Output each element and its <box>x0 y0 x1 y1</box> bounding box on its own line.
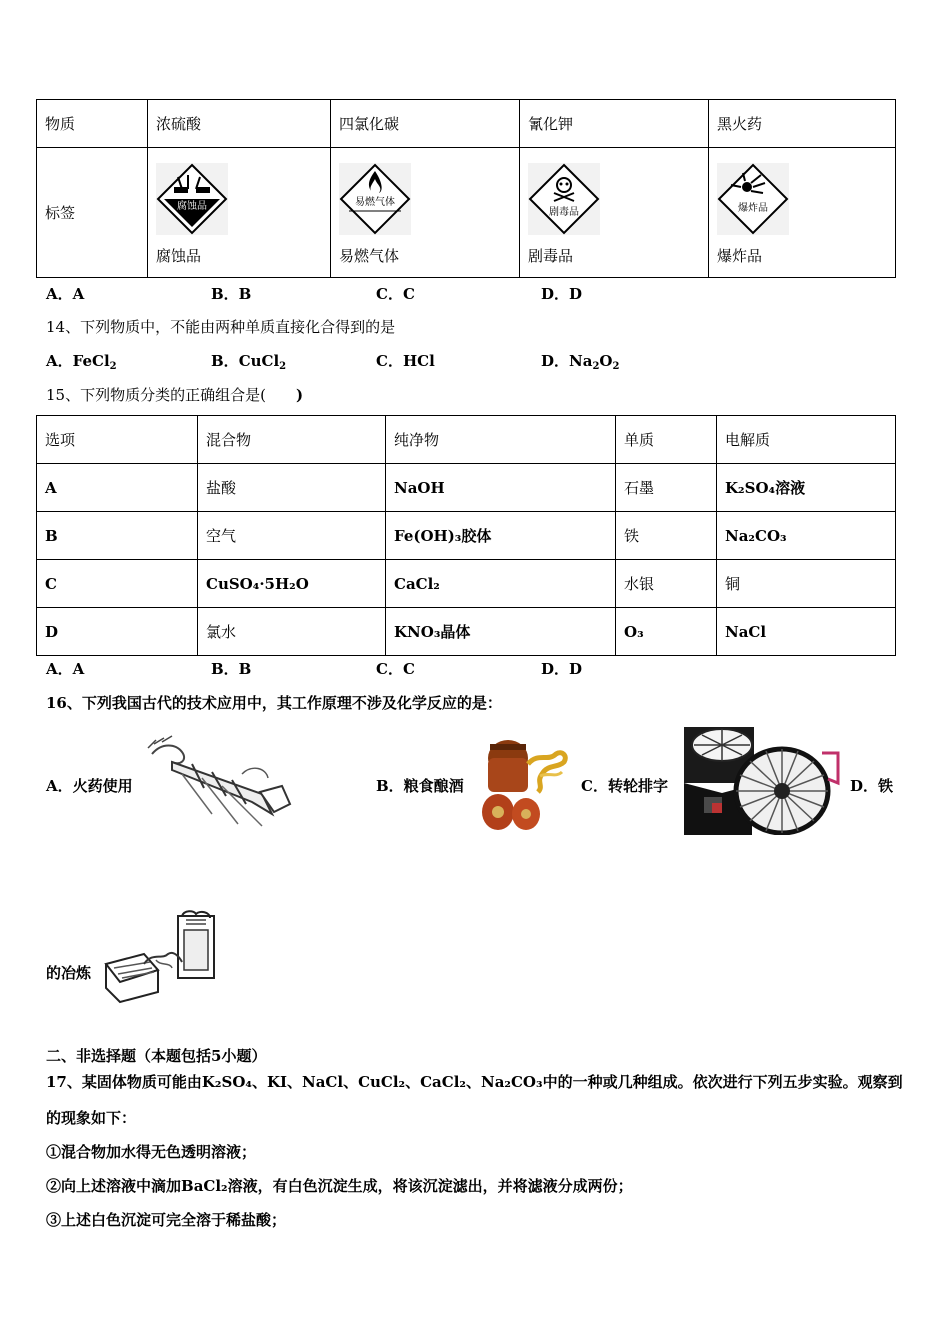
q14-option-sub: 2 <box>109 361 117 372</box>
q15-cell: CaCl₂ <box>386 560 616 608</box>
label-caption: 爆炸品 <box>717 247 763 265</box>
q16-option-b[interactable]: B．粮食酿酒 <box>376 777 464 795</box>
q15-header-cell: 选项 <box>37 416 198 464</box>
q17-step3: ③上述白色沉淀可完全溶于稀盐酸； <box>46 1211 287 1229</box>
q17-line2: 的现象如下： <box>46 1109 137 1127</box>
corrosive-label-icon <box>156 163 228 235</box>
q15-cell: Fe(OH)₃胶体 <box>386 512 616 560</box>
q15-cell: KNO₃晶体 <box>386 608 616 656</box>
q13-option-c[interactable]: C．C <box>376 285 415 303</box>
q15-cell: O₃ <box>616 608 717 656</box>
q14-option-prefix: B． <box>211 352 239 370</box>
table-row <box>37 512 896 560</box>
q15-cell: D <box>37 608 198 656</box>
q15-option-b[interactable]: B．B <box>211 660 252 678</box>
q15-stem-text: 15、下列物质分类的正确组合是( <box>46 386 266 404</box>
q17-line1-start: 17、某固体物质可能由 <box>46 1073 202 1091</box>
q14-option-c[interactable] <box>376 350 435 371</box>
q15-cell: 盐酸 <box>198 464 386 512</box>
q14-option-formula: HCl <box>402 352 435 370</box>
classification-table <box>36 415 896 656</box>
q14-option-formula: Na <box>569 352 593 370</box>
q15-option-a[interactable]: A．A <box>46 660 85 678</box>
q17-step2-start: ②向上述溶液中滴加 <box>46 1177 182 1195</box>
table1-header-cell: 氰化钾 <box>520 100 709 148</box>
table1-label-cell <box>331 148 520 278</box>
fire-arrow-dragon-image <box>142 734 292 830</box>
q15-cell: B <box>37 512 198 560</box>
q15-cell: A <box>37 464 198 512</box>
hazard-label-table <box>36 99 896 278</box>
rotating-type-wheel-image <box>682 723 840 835</box>
q15-cell: 氯水 <box>198 608 386 656</box>
grain-wine-jars-image <box>478 736 570 832</box>
q15-cell: NaCl <box>717 608 896 656</box>
q13-option-d[interactable]: D．D <box>541 285 583 303</box>
q17-step1: ①混合物加水得无色透明溶液； <box>46 1143 257 1161</box>
q16-option-d-end: 的冶炼 <box>46 964 92 982</box>
q15-option-c[interactable]: C．C <box>376 660 415 678</box>
table1-header-cell: 物质 <box>37 100 148 148</box>
q14-option-sub: 2 <box>279 361 287 372</box>
q17-step2-formula: BaCl₂ <box>181 1177 228 1195</box>
q14-option-b[interactable] <box>211 350 286 372</box>
q16-option-a[interactable]: A．火药使用 <box>46 777 133 795</box>
q16-option-c[interactable]: C．转轮排字 <box>581 777 668 795</box>
table1-row-label: 标签 <box>37 148 148 278</box>
q14-option-formula: FeCl <box>72 352 110 370</box>
q15-header-cell: 单质 <box>616 416 717 464</box>
q17-line1-formulas: K₂SO₄、KI、NaCl、CuCl₂、CaCl₂、Na₂CO₃ <box>201 1073 543 1091</box>
flammable-gas-label-icon <box>339 163 411 235</box>
table-row <box>37 560 896 608</box>
q15-cell: NaOH <box>386 464 616 512</box>
q15-cell: Na₂CO₃ <box>717 512 896 560</box>
q15-cell: CuSO₄·5H₂O <box>198 560 386 608</box>
q15-cell: 铁 <box>616 512 717 560</box>
explosive-icon-text: 爆炸品 <box>738 203 768 214</box>
q14-option-formula: CuCl <box>238 352 280 370</box>
explosive-label-icon <box>717 163 789 235</box>
iron-smelting-furnace-image <box>100 910 220 1004</box>
table1-label-cell <box>520 148 709 278</box>
q14-option-prefix: C． <box>376 352 403 370</box>
label-caption: 易燃气体 <box>339 247 400 265</box>
q15-cell: 空气 <box>198 512 386 560</box>
table1-label-cell <box>148 148 331 278</box>
q17-step2 <box>46 1175 633 1196</box>
q13-option-a[interactable]: A．A <box>46 285 85 303</box>
q14-option-prefix: D． <box>541 352 570 370</box>
q15-header-cell: 电解质 <box>717 416 896 464</box>
q14-option-d[interactable] <box>541 350 619 372</box>
q15-cell: 石墨 <box>616 464 717 512</box>
toxic-label-icon <box>528 163 600 235</box>
q15-stem <box>46 384 303 405</box>
q15-option-d[interactable]: D．D <box>541 660 583 678</box>
table1-label-cell <box>709 148 896 278</box>
q15-stem-end: ) <box>295 386 304 404</box>
section-heading: 二、非选择题（本题包括5小题） <box>46 1047 267 1065</box>
q17-line1 <box>46 1071 903 1092</box>
table1-header-cell: 四氯化碳 <box>331 100 520 148</box>
table-row <box>37 608 896 656</box>
q16-option-d-start[interactable]: D．铁 <box>850 777 894 795</box>
q14-option-a[interactable] <box>46 350 117 372</box>
q15-cell: K₂SO₄溶液 <box>717 464 896 512</box>
q14-option-prefix: A． <box>46 352 73 370</box>
q14-option-formula2: O <box>599 352 613 370</box>
q17-line1-end: 中的一种或几种组成。依次进行下列五步实验。观察到 <box>542 1073 903 1091</box>
flammable-icon-text: 易燃气体 <box>355 197 395 208</box>
q15-header-cell: 纯净物 <box>386 416 616 464</box>
label-caption: 腐蚀品 <box>156 247 202 265</box>
q14-option-sub2: 2 <box>612 361 620 372</box>
label-caption: 剧毒品 <box>528 247 574 265</box>
corrosive-icon-text: 腐蚀品 <box>177 201 207 212</box>
q14-option-sub: 2 <box>592 361 600 372</box>
toxic-icon-text: 剧毒品 <box>549 207 579 218</box>
table1-header-cell: 浓硫酸 <box>148 100 331 148</box>
table1-header-cell: 黑火药 <box>709 100 896 148</box>
q13-option-b[interactable]: B．B <box>211 285 252 303</box>
q15-header-cell: 混合物 <box>198 416 386 464</box>
q15-cell: C <box>37 560 198 608</box>
q15-cell: 铜 <box>717 560 896 608</box>
q17-step2-end: 溶液，有白色沉淀生成，将该沉淀滤出，并将滤液分成两份； <box>227 1177 633 1195</box>
q16-stem: 16、下列我国古代的技术应用中，其工作原理不涉及化学反应的是： <box>46 694 502 712</box>
table-row <box>37 464 896 512</box>
q14-stem: 14、下列物质中，不能由两种单质直接化合得到的是 <box>46 318 396 336</box>
q15-cell: 水银 <box>616 560 717 608</box>
